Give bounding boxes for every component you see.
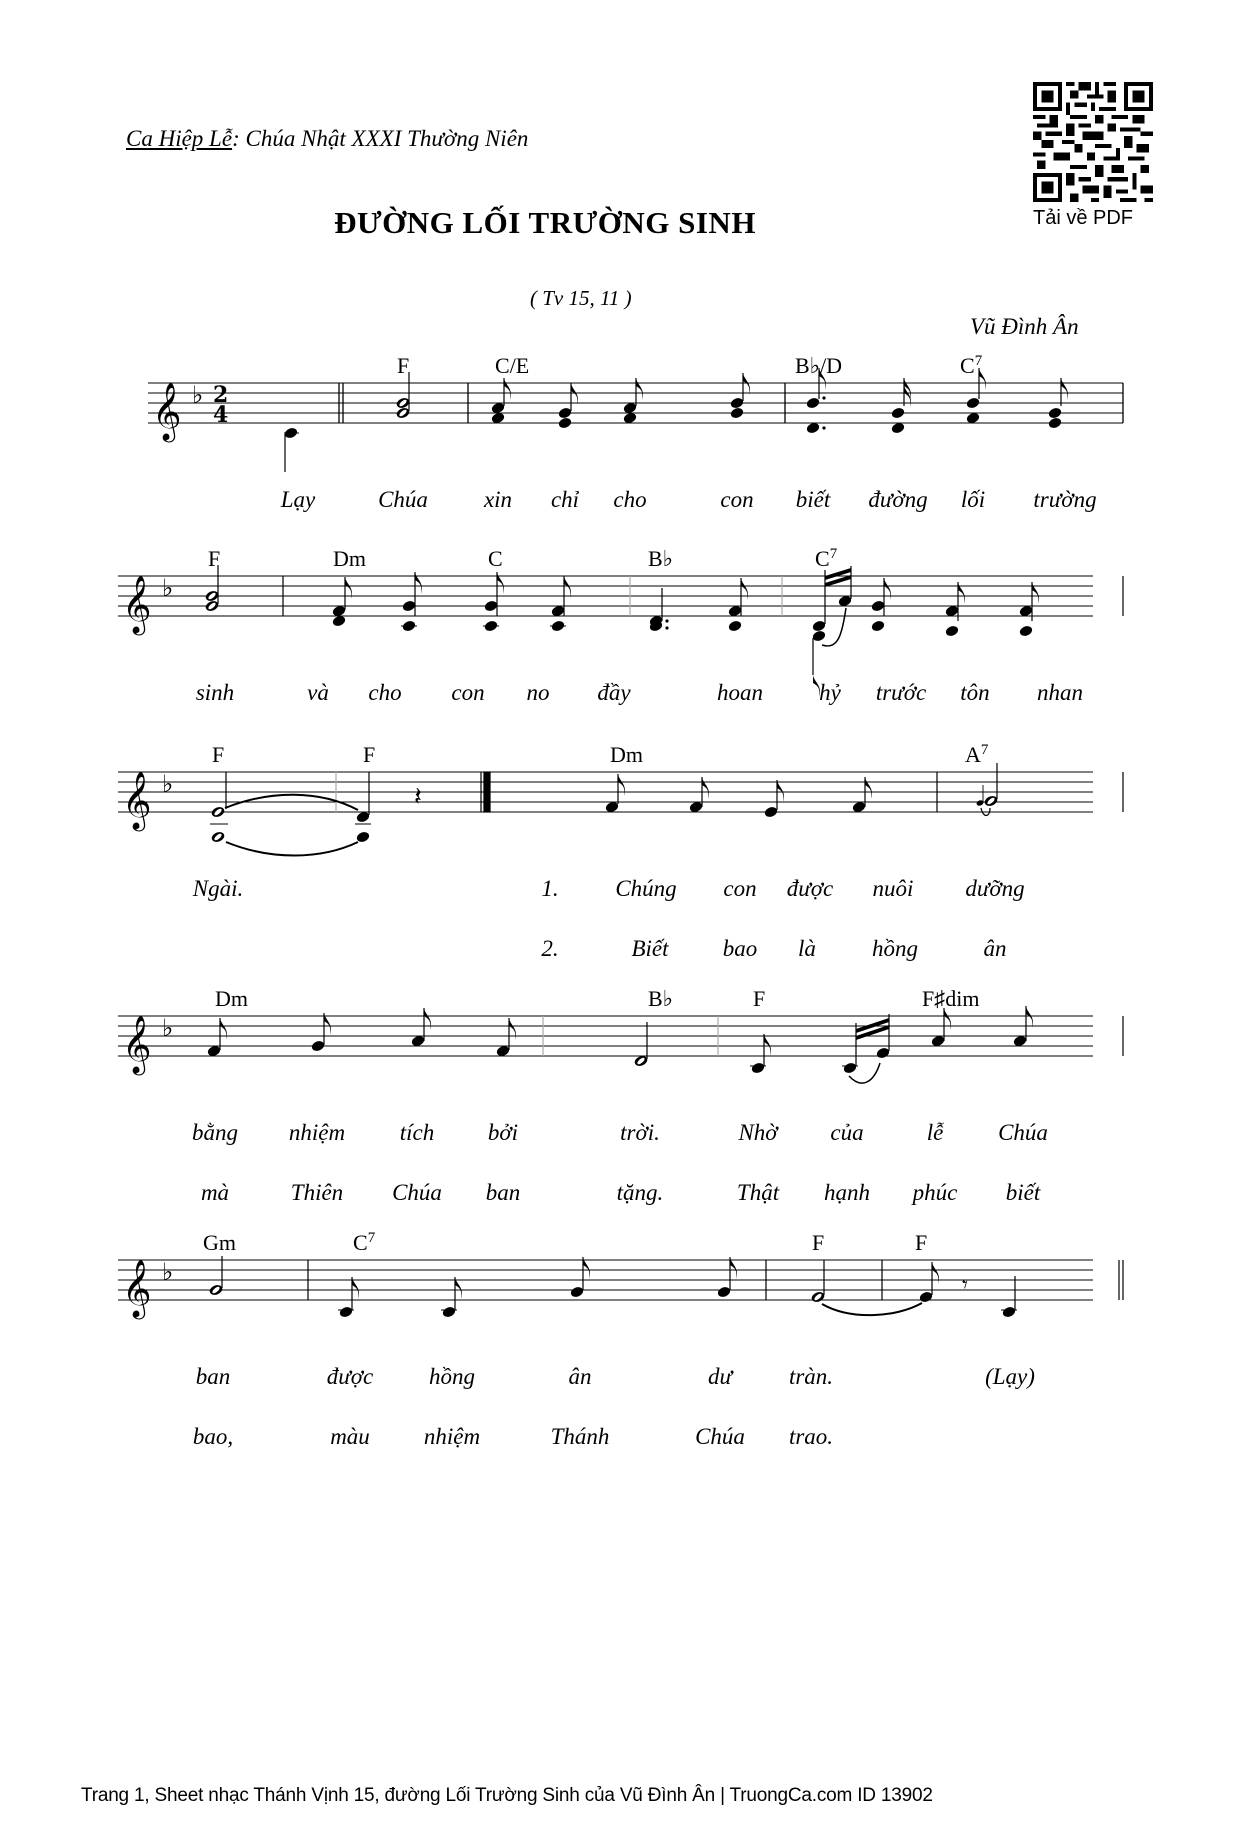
lyric-syllable: xin <box>483 487 513 512</box>
lyric-syllable: của <box>830 1120 864 1145</box>
lyric-syllable: dưỡng <box>965 876 1025 901</box>
lyric-syllable: ân <box>983 936 1007 961</box>
mass-occasion-text: : Chúa Nhật XXXI Thường Niên <box>232 126 529 151</box>
lyric-syllable: là <box>798 936 816 961</box>
lyric-syllable: Thật <box>736 1180 780 1205</box>
chord-symbol: B♭ <box>648 986 674 1011</box>
lyric-syllable: ban <box>485 1180 521 1205</box>
lyric-syllable: hồng <box>429 1364 475 1389</box>
lyric-syllable: Chúa <box>998 1120 1048 1145</box>
lyric-syllable: đầy <box>597 680 631 705</box>
lyric-syllable: Chúng <box>615 876 677 901</box>
system-5 <box>118 1256 1123 1320</box>
song-title: ĐƯỜNG LỐI TRƯỜNG SINH <box>334 205 756 240</box>
chord-symbol: Dm <box>333 546 366 571</box>
lyric-syllable: dư <box>707 1364 733 1389</box>
lyric-syllable: 1. <box>541 876 559 901</box>
lyric-syllable: phúc <box>912 1180 958 1205</box>
key-flat-icon: ♭ <box>162 574 174 602</box>
lyric-syllable: trước <box>875 680 927 705</box>
chord-symbol: F <box>212 742 225 767</box>
lyric-syllable: tràn. <box>788 1364 834 1389</box>
lyric-syllable: Biết <box>631 936 669 961</box>
lyric-syllable: bằng <box>192 1120 238 1145</box>
download-pdf-link[interactable]: Tải về PDF <box>1033 207 1134 229</box>
lyric-syllable: biết <box>795 487 831 512</box>
chord-symbol: C <box>488 546 503 571</box>
lyric-syllable: cho <box>613 487 647 512</box>
system-1 <box>148 368 1123 472</box>
key-flat-icon: ♭ <box>162 1258 174 1286</box>
lyric-syllable: Chúa <box>392 1180 442 1205</box>
lyric-syllable: sinh <box>195 680 235 705</box>
lyric-syllable: màu <box>330 1424 370 1449</box>
chord-symbol: F <box>812 1230 825 1255</box>
lyric-syllable: chỉ <box>550 487 580 512</box>
lyric-syllable: nhiệm <box>288 1120 346 1145</box>
treble-clef-icon: 𝄞 <box>122 1259 152 1317</box>
lyric-syllable: nhan <box>1037 680 1083 705</box>
lyric-syllable: 2. <box>541 936 559 961</box>
lyric-syllable: Chúa <box>378 487 428 512</box>
lyric-syllable: và <box>307 680 329 705</box>
chord-symbol: Gm <box>203 1230 236 1255</box>
lyric-syllable: con <box>720 487 754 512</box>
lyric-syllable: hoan <box>717 680 763 705</box>
chord-symbol: F <box>397 353 410 378</box>
key-flat-icon: ♭ <box>192 381 204 409</box>
chord-symbol: F <box>363 742 376 767</box>
lyric-syllable: Nhờ <box>738 1120 778 1145</box>
lyric-syllable: tặng. <box>616 1180 664 1205</box>
chord-symbol: Dm <box>215 986 248 1011</box>
chord-symbol: B♭ <box>648 546 674 571</box>
lyric-syllable: biết <box>1005 1180 1041 1205</box>
lyric-syllable: được <box>786 876 834 901</box>
lyric-syllable: Ngài. <box>192 876 244 901</box>
chord-symbol: F♯dim <box>922 986 980 1011</box>
lyric-syllable: con <box>451 680 485 705</box>
lyric-syllable: trời. <box>620 1120 660 1145</box>
time-signature: 2 <box>213 382 229 408</box>
psalm-reference: ( Tv 15, 11 ) <box>530 286 632 310</box>
lyric-syllable: mà <box>200 1180 230 1205</box>
lyric-syllable: nuôi <box>872 876 914 901</box>
chord-symbol: C/E <box>495 353 530 378</box>
lyric-syllable: trao. <box>788 1424 834 1449</box>
chord-symbol: F <box>753 986 766 1011</box>
key-flat-icon: ♭ <box>162 1014 174 1042</box>
lyric-syllable: hồng <box>872 936 918 961</box>
page-footer: Trang 1, Sheet nhạc Thánh Vịnh 15, đường Lối Trường Sinh của Vũ Đình Ân | TruongCa.com ID 13902 <box>81 1785 933 1806</box>
quarter-rest-icon: 𝄽 <box>414 782 422 812</box>
svg-text:4: 4 <box>213 402 229 428</box>
lyrics <box>192 487 1097 1449</box>
lyric-syllable: no <box>526 680 550 705</box>
lyric-syllable: tích <box>399 1120 435 1145</box>
chord-symbol: $C^7$ <box>960 353 983 378</box>
lyric-syllable: Thiên <box>290 1180 344 1205</box>
system-4 <box>118 1006 1123 1083</box>
composer: Vũ Đình Ân <box>970 314 1079 339</box>
chord-symbol: F <box>208 546 221 571</box>
system-2 <box>118 565 1123 697</box>
mass-occasion-label: Ca Hiệp Lễ <box>126 126 233 151</box>
lyric-syllable: hạnh <box>824 1180 870 1205</box>
treble-clef-icon: 𝄞 <box>122 771 152 829</box>
system-3 <box>118 763 1123 856</box>
lyric-syllable: lễ <box>926 1120 944 1145</box>
lyric-syllable: cho <box>368 680 402 705</box>
chord-symbol: B♭/D <box>795 353 843 378</box>
lyric-syllable: đường <box>868 487 928 512</box>
chord-symbol: $A^7$ <box>965 742 989 767</box>
lyric-syllable: được <box>326 1364 374 1389</box>
eighth-rest-icon: 𝄾 <box>962 1273 968 1298</box>
lyric-syllable: tôn <box>960 680 990 705</box>
lyric-syllable: bao, <box>192 1424 234 1449</box>
lyric-syllable: con <box>723 876 757 901</box>
lyric-syllable: trường <box>1033 487 1097 512</box>
lyric-syllable: Lạy <box>280 487 316 512</box>
lyric-syllable: ban <box>195 1364 231 1389</box>
chord-symbol: $C^7$ <box>353 1230 376 1255</box>
lyric-syllable: bao <box>722 936 758 961</box>
lyric-syllable: hỷ <box>819 680 841 705</box>
lyric-syllable: lối <box>960 487 986 512</box>
chord-symbol: $C^7$ <box>815 546 838 571</box>
key-flat-icon: ♭ <box>162 770 174 798</box>
lyric-syllable: ân <box>568 1364 592 1389</box>
lyric-syllable: (Lạy) <box>985 1364 1035 1389</box>
lyric-syllable: Thánh <box>550 1424 610 1449</box>
treble-clef-icon: 𝄞 <box>152 382 182 440</box>
lyric-syllable: Chúa <box>695 1424 745 1449</box>
lyric-syllable: nhiệm <box>423 1424 481 1449</box>
chord-symbol: F <box>915 1230 928 1255</box>
treble-clef-icon: 𝄞 <box>122 575 152 633</box>
treble-clef-icon: 𝄞 <box>122 1015 152 1073</box>
chord-symbol: Dm <box>610 742 643 767</box>
lyric-syllable: bởi <box>487 1120 519 1145</box>
